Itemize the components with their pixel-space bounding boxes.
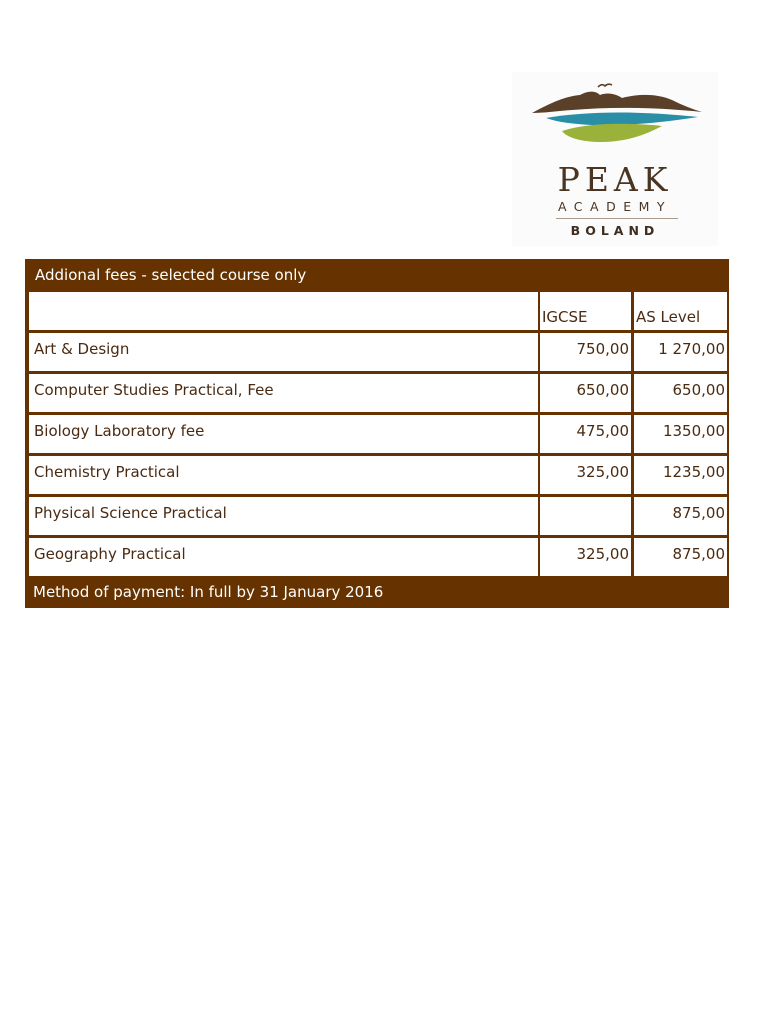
logo-region: BOLAND (570, 223, 660, 238)
table-title: Addional fees - selected course only (35, 266, 307, 284)
igcse-fee: 650,00 (576, 381, 629, 399)
column-header-as-level (634, 292, 727, 330)
course-name-cell (29, 456, 538, 494)
column-header-label: AS Level (636, 308, 701, 326)
igcse-fee-cell (540, 333, 631, 371)
as-level-fee: 875,00 (672, 545, 725, 563)
peak-academy-logo (512, 72, 718, 246)
header-blank-cell (29, 292, 538, 330)
as-level-fee-cell (634, 333, 727, 371)
logo-wordmark: PEAK (557, 160, 673, 199)
igcse-fee: 325,00 (576, 545, 629, 563)
igcse-fee-cell (540, 415, 631, 453)
as-level-fee-cell (634, 456, 727, 494)
igcse-fee-cell (540, 497, 631, 535)
course-name: Art & Design (34, 340, 130, 358)
wave-shape (546, 113, 698, 126)
logo-subtitle: ACADEMY (557, 199, 673, 214)
igcse-fee: 475,00 (576, 422, 629, 440)
course-name: Computer Studies Practical, Fee (34, 381, 274, 399)
as-level-fee-cell (634, 538, 727, 576)
as-level-fee-cell (634, 415, 727, 453)
mountain-shape (532, 92, 702, 113)
as-level-fee-cell (634, 497, 727, 535)
course-name-cell (29, 415, 538, 453)
leaf-shape (562, 124, 662, 142)
additional-fees-table (25, 259, 729, 608)
course-name-cell (29, 497, 538, 535)
as-level-fee-cell (634, 374, 727, 412)
igcse-fee-cell (540, 374, 631, 412)
course-name-cell (29, 333, 538, 371)
course-name: Physical Science Practical (34, 504, 227, 522)
course-name: Chemistry Practical (34, 463, 180, 481)
as-level-fee: 1 270,00 (658, 340, 725, 358)
logo-divider (556, 218, 678, 219)
course-name-cell (29, 374, 538, 412)
payment-method-note: Method of payment: In full by 31 January 2016 (33, 583, 384, 601)
course-name: Geography Practical (34, 545, 186, 563)
as-level-fee: 650,00 (672, 381, 725, 399)
column-header-label: IGCSE (542, 308, 588, 326)
as-level-fee: 875,00 (672, 504, 725, 522)
igcse-fee-cell (540, 538, 631, 576)
igcse-fee: 325,00 (576, 463, 629, 481)
igcse-fee-cell (540, 456, 631, 494)
course-name-cell (29, 538, 538, 576)
column-header-igcse (540, 292, 631, 330)
mountain-wave-emblem (512, 72, 718, 162)
as-level-fee: 1235,00 (662, 463, 725, 481)
igcse-fee: 750,00 (576, 340, 629, 358)
bird-glyph (598, 84, 612, 87)
course-name: Biology Laboratory fee (34, 422, 205, 440)
as-level-fee: 1350,00 (662, 422, 725, 440)
